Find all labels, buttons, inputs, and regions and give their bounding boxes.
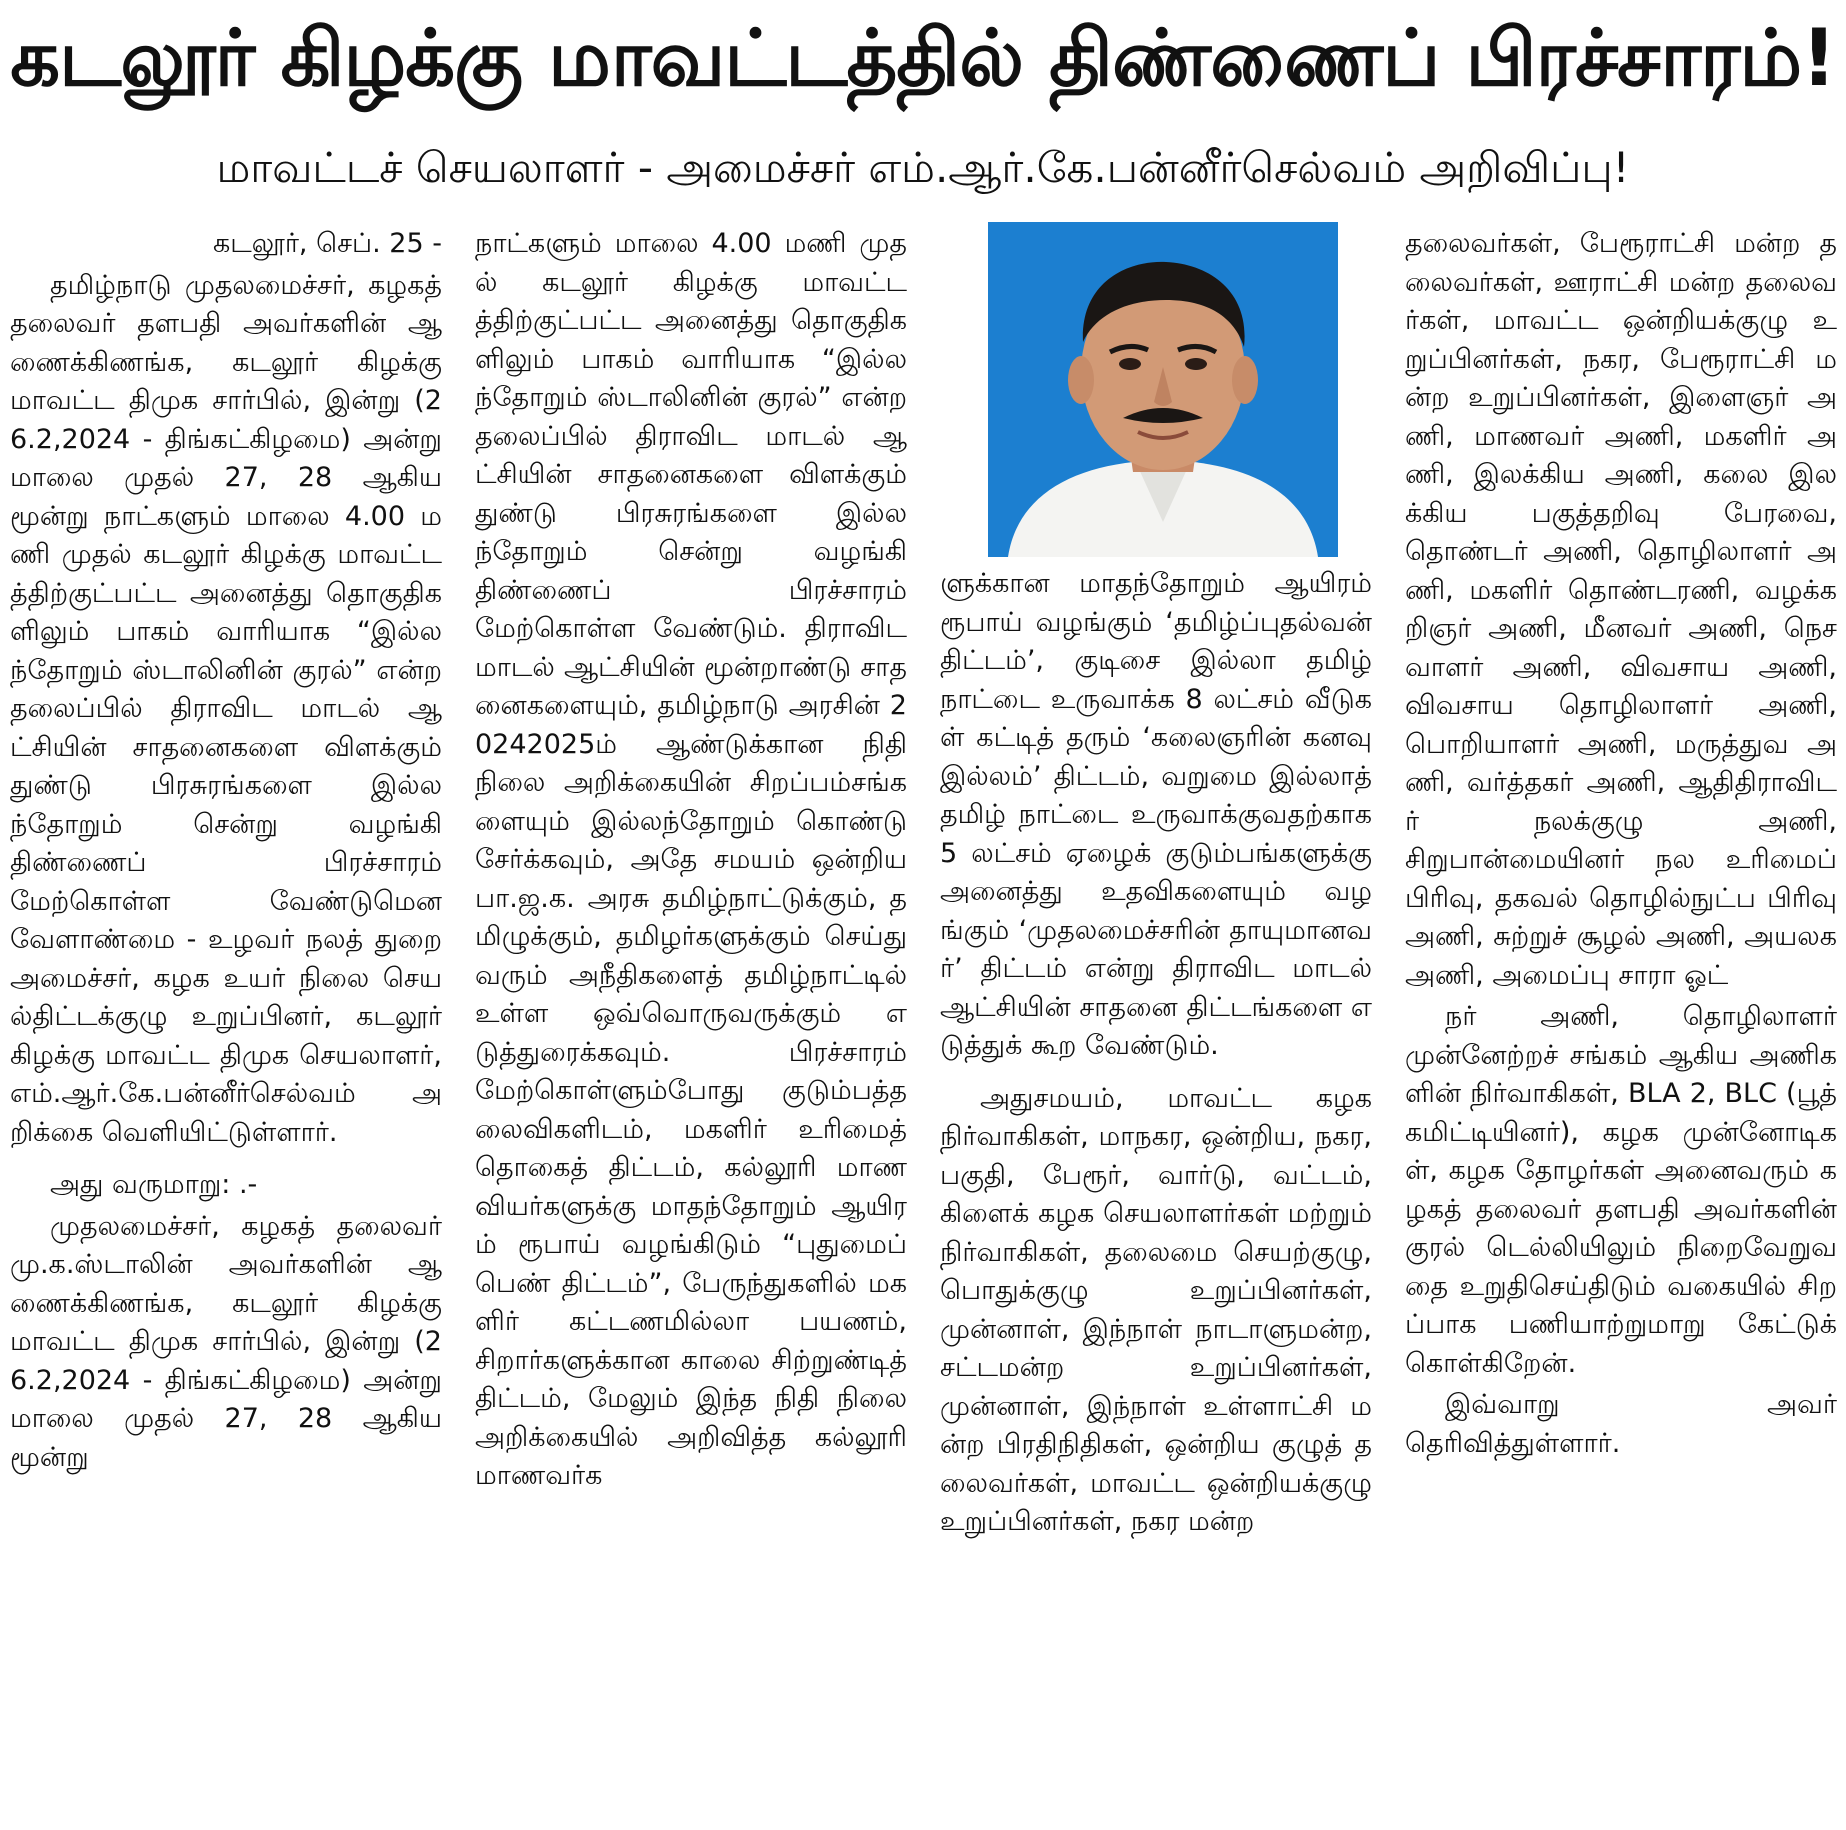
article-paragraph: தலைவர்கள், பேரூராட்சி மன்ற தலைவர்கள், ஊராட்சி மன்ற தலைவர்கள், மாவட்ட ஒன்றியக்குழு உறுப்பினர்கள், நகர, பேரூராட்சி மன்ற உறுப்பினர்கள், இளைஞர் அணி, மாணவர் அணி, மகளிர் அணி, இலக்கிய அணி, கலை இலக்கிய பகுத்தறிவு பேரவை, தொண்டர் அணி, தொழிலாளர் அணி, மகளிர் தொண்டரணி, வழக்கறிஞர் அணி, மீனவர் அணி, நெசவாளர் அணி, விவசாய அணி, விவசாய தொழிலாளர் அணி, பொறியாளர் அணி, மருத்துவ அணி, வர்த்தகர் அணி, ஆதிதிராவிடர் நலக்குழு அணி, சிறுபான்மையினர் நல உரிமைப் பிரிவு, தகவல் தொழில்நுட்ப பிரிவு அணி, சுற்றுச் சூழல் அணி, அயலக அணி, அமைப்பு சாரா ஓட் [1405, 228, 1837, 991]
article-paragraph: ளுக்கான மாதந்தோறும் ஆயிரம் ரூபாய் வழங்கும் ‘தமிழ்ப்புதல்வன் திட்டம்’, குடிசை இல்லா தமிழ் நாட்டை உருவாக்க 8 லட்சம் வீடுகள் கட்டித் தரும் ‘கலைஞரின் கனவு இல்லம்’ திட்டம், வறுமை இல்லாத் தமிழ் நாட்டை உருவாக்குவதற்காக 5 லட்சம் ஏழைக் குடும்பங்களுக்கு அனைத்து உதவிகளையும் வழங்கும் ‘முதலமைச்சரின் தாயுமானவர்’ திட்டம் என்று திராவிட மாடல் ஆட்சியின் சாதனை திட்டங்களை எடுத்துக் கூற வேண்டும். [940, 568, 1372, 1061]
dateline: கடலூர், செப். 25 - [213, 228, 442, 259]
article-column-2 [475, 225, 907, 1830]
article-paragraph: இவ்வாறு அவர் தெரிவித்துள்ளார். [1405, 1389, 1837, 1459]
subheadline: மாவட்டச் செயலாளர் - அமைச்சர் எம்.ஆர்.கே.பன்னீர்செல்வம் அறிவிப்பு! [216, 143, 1630, 192]
article-column-4 [1405, 225, 1837, 1830]
article-paragraph: அது வருமாறு: .- [50, 1169, 258, 1200]
article-paragraph: நர் அணி, தொழிலாளர் முன்னேற்றச் சங்கம் ஆகிய அணிகளின் நிர்வாகிகள், BLA 2, BLC (பூத் கமிட்டியினர்), கழக முன்னோடிகள், கழக தோழர்கள் அனைவரும் கழகத் தலைவர் தளபதி அவர்களின் குரல் டெல்லியிலும் நிறைவேறுவதை உறுதிசெய்திடும் வகையில் சிறப்பாக பணியாற்றுமாறு கேட்டுக் கொள்கிறேன். [1405, 1001, 1837, 1379]
article-column-3 [940, 565, 1372, 1830]
article-paragraph: அதுசமயம், மாவட்ட கழக நிர்வாகிகள், மாநகர, ஒன்றிய, நகர, பகுதி, பேரூர், வார்டு, வட்டம், கிளைக் கழக செயலாளர்கள் மற்றும் நிர்வாகிகள், தலைமை செயற்குழு, பொதுக்குழு உறுப்பினர்கள், முன்னாள், இந்நாள் நாடாளுமன்ற, சட்டமன்ற உறுப்பினர்கள், முன்னாள், இந்நாள் உள்ளாட்சி மன்ற பிரதிநிதிகள், ஒன்றிய குழுத் தலைவர்கள், மாவட்ட ஒன்றியக்குழு உறுப்பினர்கள், நகர மன்ற [940, 1082, 1372, 1537]
article-column-1 [10, 225, 442, 1830]
article-paragraph: தமிழ்நாடு முதலமைச்சர், கழகத் தலைவர் தளபதி அவர்களின் ஆணைக்கிணங்க, கடலூர் கிழக்கு மாவட்ட திமுக சார்பில், இன்று (26.2,2024 - திங்கட்கிழமை) அன்று மாலை முதல் 27, 28 ஆகிய மூன்று நாட்களும் மாலை 4.00 மணி முதல் கடலூர் கிழக்கு மாவட்டத்திற்குட்பட்ட அனைத்து தொகுதிகளிலும் பாகம் வாரியாக “இல்லந்தோறும் ஸ்டாலினின் குரல்” என்ற தலைப்பில் திராவிட மாடல் ஆட்சியின் சாதனைகளை விளக்கும் துண்டு பிரசுரங்களை இல்லந்தோறும் சென்று வழங்கி திண்ணைப் பிரச்சாரம் மேற்கொள்ள வேண்டுமென வேளாண்மை - உழவர் நலத் துறை அமைச்சர், கழக உயர் நிலை செயல்திட்டக்குழு உறுப்பினர், கடலூர் கிழக்கு மாவட்ட திமுக செயலாளர், எம்.ஆர்.கே.பன்னீர்செல்வம் அறிக்கை வெளியிட்டுள்ளார். [10, 269, 442, 1148]
portrait-photo [988, 222, 1338, 557]
article-paragraph: நாட்களும் மாலை 4.00 மணி முதல் கடலூர் கிழக்கு மாவட்டத்திற்குட்பட்ட அனைத்து தொகுதிகளிலும் பாகம் வாரியாக “இல்லந்தோறும் ஸ்டாலினின் குரல்” என்ற தலைப்பில் திராவிட மாடல் ஆட்சியின் சாதனைகளை விளக்கும் துண்டு பிரசுரங்களை இல்லந்தோறும் சென்று வழங்கி திண்ணைப் பிரச்சாரம் மேற்கொள்ள வேண்டும். திராவிட மாடல் ஆட்சியின் மூன்றாண்டு சாதனைகளையும், தமிழ்நாடு அரசின் 20242025ம் ஆண்டுக்கான நிதி நிலை அறிக்கையின் சிறப்பம்சங்களையும் இல்லந்தோறும் கொண்டு சேர்க்கவும், அதே சமயம் ஒன்றிய பா.ஜ.க. அரசு தமிழ்நாட்டுக்கும், தமிழுக்கும், தமிழர்களுக்கும் செய்து வரும் அநீதிகளைத் தமிழ்நாட்டில் உள்ள ஒவ்வொருவருக்கும் எடுத்துரைக்கவும். பிரச்சாரம் மேற்கொள்ளும்போது குடும்பத்தலைவிகளிடம், மகளிர் உரிமைத் தொகைத் திட்டம், கல்லூரி மாணவியர்களுக்கு மாதந்தோறும் ஆயிரம் ரூபாய் வழங்கிடும் “புதுமைப் பெண் திட்டம்”, பேருந்துகளில் மகளிர் கட்டணமில்லா பயணம், சிறார்களுக்கான காலை சிற்றுண்டித் திட்டம், மேலும் இந்த நிதி நிலை அறிக்கையில் அறிவித்த கல்லூரி மாணவர்க [475, 228, 907, 1491]
article-paragraph: முதலமைச்சர், கழகத் தலைவர் மு.க.ஸ்டாலின் அவர்களின் ஆணைக்கிணங்க, கடலூர் கிழக்கு மாவட்ட திமுக சார்பில், இன்று (26.2,2024 - திங்கட்கிழமை) அன்று மாலை முதல் 27, 28 ஆகிய மூன்று [10, 1210, 442, 1473]
headline: கடலூர் கிழக்கு மாவட்டத்தில் திண்ணைப் பிரச்சாரம்! [10, 14, 1836, 104]
